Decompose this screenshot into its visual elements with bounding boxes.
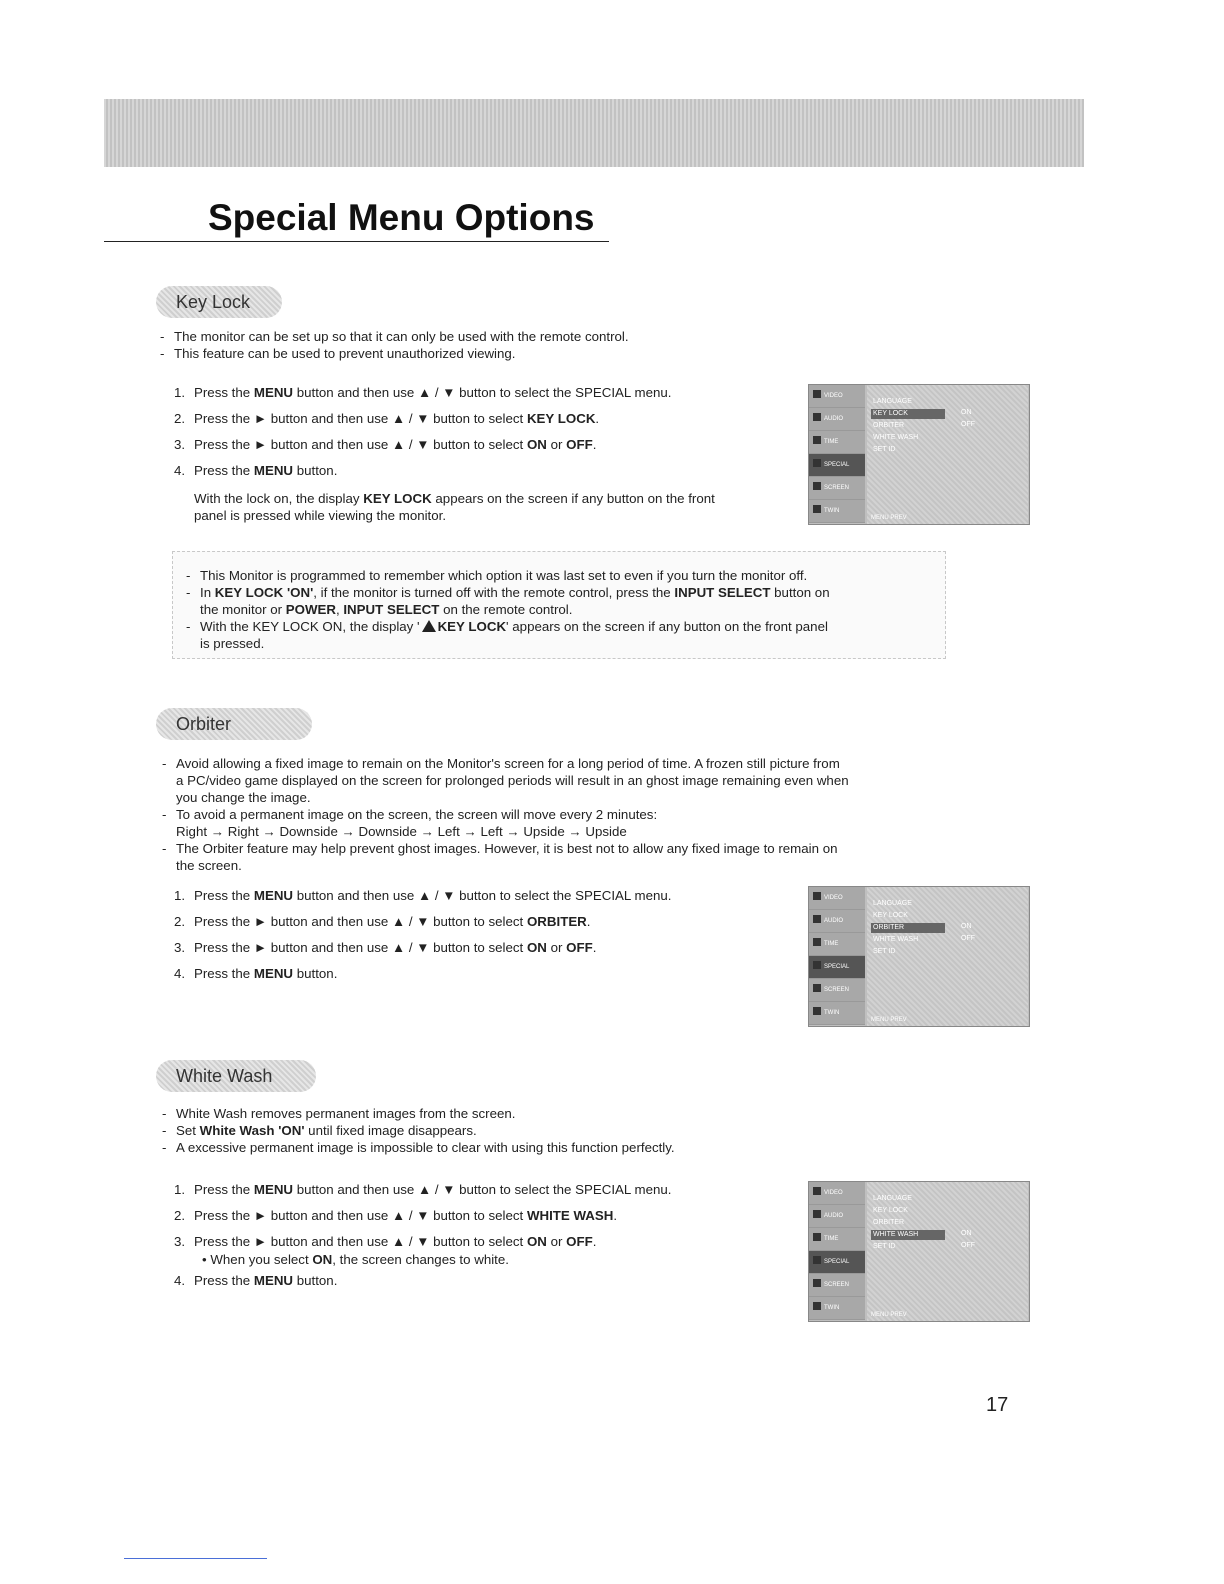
- osd-item: LANGUAGE: [873, 900, 912, 907]
- time-icon: [813, 436, 821, 444]
- osd-tab-selected: SPECIAL: [809, 956, 865, 979]
- header-banner: [104, 99, 1084, 167]
- osd-tab: AUDIO: [809, 408, 865, 431]
- special-icon: [813, 961, 821, 969]
- osd-tab: TWIN: [809, 1002, 865, 1025]
- bullet: - To avoid a permanent image on the screen, the screen will move every 2 minutes: Right → Right → Downside → Downside → Left → Left → Upside → Upside: [160, 806, 950, 840]
- step-1: 1. Press the MENU button and then use ▲ / ▼ button to select the SPECIAL menu.: [174, 385, 672, 400]
- osd-tab: TIME: [809, 933, 865, 956]
- audio-icon: [813, 1210, 821, 1218]
- warning-icon: [422, 620, 436, 632]
- orbiter-steps: [174, 883, 794, 987]
- osd-item: WHITE WASH: [873, 936, 919, 943]
- osd-items: [867, 385, 1028, 524]
- bullet: - The Orbiter feature may help prevent ghost images. However, it is best not to allow any fixed image to remain on the screen.: [160, 840, 950, 874]
- osd-items: [867, 887, 1028, 1026]
- bullet: - The monitor can be set up so that it can only be used with the remote control.: [158, 328, 798, 345]
- osd-item: ORBITER: [873, 1219, 905, 1226]
- key-lock-note: [184, 567, 830, 652]
- osd-option: OFF: [961, 421, 975, 428]
- page-number: 17: [986, 1394, 1009, 1416]
- osd-item-selected: ORBITER: [871, 923, 945, 933]
- twin-icon: [813, 1007, 821, 1015]
- osd-tab-selected: SPECIAL: [809, 454, 865, 477]
- osd-tab: TWIN: [809, 500, 865, 523]
- osd-tab: AUDIO: [809, 1205, 865, 1228]
- osd-tab: SCREEN: [809, 477, 865, 500]
- step-2: 2. Press the ► button and then use ▲ / ▼ button to select ORBITER.: [174, 914, 591, 929]
- osd-tab: TWIN: [809, 1297, 865, 1320]
- title-underline: [104, 241, 609, 242]
- white-wash-steps: [174, 1177, 794, 1294]
- step-3-sub: • When you select ON, the screen changes to white.: [202, 1252, 509, 1267]
- osd-tab: AUDIO: [809, 910, 865, 933]
- section-label-orbiter: Orbiter: [156, 708, 312, 740]
- osd-footer: MENU PREV: [871, 1312, 907, 1318]
- step-2: 2. Press the ► button and then use ▲ / ▼ button to select WHITE WASH.: [174, 1208, 618, 1223]
- key-lock-bullets: [158, 328, 798, 362]
- special-icon: [813, 459, 821, 467]
- bullet: - White Wash removes permanent images from the screen.: [160, 1105, 860, 1122]
- screen-icon: [813, 1279, 821, 1287]
- osd-item: SET ID: [873, 1243, 896, 1250]
- osd-item: SET ID: [873, 446, 896, 453]
- osd-option: ON: [961, 409, 972, 416]
- osd-items: [867, 1182, 1028, 1321]
- orbiter-bullets: [160, 755, 950, 874]
- note-line: is pressed.: [200, 636, 265, 651]
- osd-tab: SCREEN: [809, 1274, 865, 1297]
- special-icon: [813, 1256, 821, 1264]
- step-4-note: With the lock on, the display KEY LOCK appears on the screen if any button on the front panel is pressed while viewing the monitor.: [194, 491, 715, 523]
- screen-icon: [813, 984, 821, 992]
- note-line: the monitor or POWER, INPUT SELECT on the remote control.: [200, 602, 573, 617]
- osd-item: KEY LOCK: [873, 1207, 908, 1214]
- osd-item: WHITE WASH: [873, 434, 919, 441]
- note-line: - In KEY LOCK 'ON', if the monitor is turned off with the remote control, press the INPUT SELECT button on: [184, 584, 830, 601]
- note-line: - With the KEY LOCK ON, the display ' KEY LOCK' appears on the screen if any button on the front panel: [184, 618, 830, 635]
- video-icon: [813, 1187, 821, 1195]
- footer-rule: [124, 1558, 267, 1559]
- osd-tab: TIME: [809, 431, 865, 454]
- osd-tab: VIDEO: [809, 1182, 865, 1205]
- osd-menu-key-lock: [808, 384, 1030, 525]
- osd-item: LANGUAGE: [873, 1195, 912, 1202]
- osd-tab: VIDEO: [809, 887, 865, 910]
- bullet: - Avoid allowing a fixed image to remain on the Monitor's screen for a long period of time. A frozen still picture from a PC/video game displayed on the screen for prolonged periods will result in an ghost image remaining even when you change the image.: [160, 755, 950, 806]
- osd-tab: TIME: [809, 1228, 865, 1251]
- osd-option: ON: [961, 1230, 972, 1237]
- audio-icon: [813, 413, 821, 421]
- video-icon: [813, 390, 821, 398]
- osd-tab: VIDEO: [809, 385, 865, 408]
- step-1: 1. Press the MENU button and then use ▲ / ▼ button to select the SPECIAL menu.: [174, 888, 672, 903]
- osd-tabs: [809, 887, 865, 1026]
- osd-option: OFF: [961, 935, 975, 942]
- bullet: - Set White Wash 'ON' until fixed image disappears.: [160, 1122, 860, 1139]
- note-line: - This Monitor is programmed to remember which option it was last set to even if you turn the monitor off.: [184, 567, 830, 584]
- time-icon: [813, 1233, 821, 1241]
- osd-item: KEY LOCK: [873, 912, 908, 919]
- key-lock-steps: [174, 380, 794, 524]
- osd-tab: SCREEN: [809, 979, 865, 1002]
- osd-item-selected: KEY LOCK: [871, 409, 945, 419]
- osd-tabs: [809, 385, 865, 524]
- twin-icon: [813, 1302, 821, 1310]
- bullet: - This feature can be used to prevent unauthorized viewing.: [158, 345, 798, 362]
- video-icon: [813, 892, 821, 900]
- osd-item-selected: WHITE WASH: [871, 1230, 945, 1240]
- section-label-white-wash: White Wash: [156, 1060, 316, 1092]
- osd-tab-selected: SPECIAL: [809, 1251, 865, 1274]
- screen-icon: [813, 482, 821, 490]
- step-3: 3. Press the ► button and then use ▲ / ▼ button to select ON or OFF.: [174, 940, 597, 955]
- bullet: - A excessive permanent image is impossible to clear with using this function perfectly.: [160, 1139, 860, 1156]
- step-4: 4. Press the MENU button.: [174, 1273, 338, 1288]
- osd-tabs: [809, 1182, 865, 1321]
- section-label-key-lock: Key Lock: [156, 286, 282, 318]
- osd-option: OFF: [961, 1242, 975, 1249]
- step-3: 3. Press the ► button and then use ▲ / ▼ button to select ON or OFF.: [174, 1234, 597, 1249]
- step-2: 2. Press the ► button and then use ▲ / ▼ button to select KEY LOCK.: [174, 411, 600, 426]
- step-4: 4. Press the MENU button.: [174, 463, 338, 478]
- step-3: 3. Press the ► button and then use ▲ / ▼ button to select ON or OFF.: [174, 437, 597, 452]
- time-icon: [813, 938, 821, 946]
- step-4: 4. Press the MENU button.: [174, 966, 338, 981]
- osd-option: ON: [961, 923, 972, 930]
- page-title: Special Menu Options: [208, 197, 595, 238]
- osd-item: SET ID: [873, 948, 896, 955]
- white-wash-bullets: [160, 1105, 860, 1156]
- step-1: 1. Press the MENU button and then use ▲ / ▼ button to select the SPECIAL menu.: [174, 1182, 672, 1197]
- osd-footer: MENU PREV: [871, 515, 907, 521]
- twin-icon: [813, 505, 821, 513]
- osd-menu-white-wash: [808, 1181, 1030, 1322]
- audio-icon: [813, 915, 821, 923]
- osd-menu-orbiter: [808, 886, 1030, 1027]
- osd-footer: MENU PREV: [871, 1017, 907, 1023]
- osd-item: LANGUAGE: [873, 398, 912, 405]
- osd-item: ORBITER: [873, 422, 905, 429]
